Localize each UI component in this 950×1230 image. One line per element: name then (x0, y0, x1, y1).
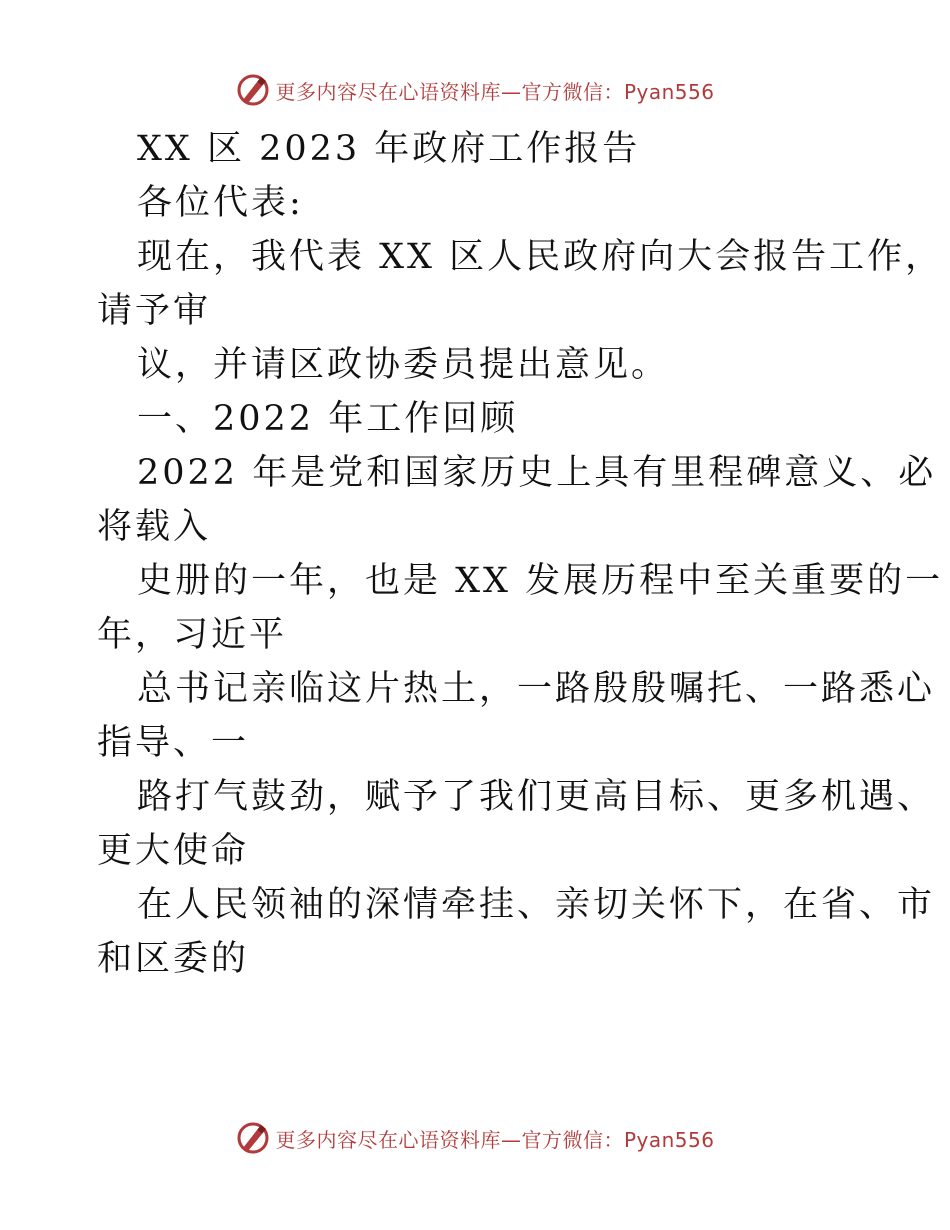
section-heading: 一、2022 年工作回顾 (137, 399, 519, 439)
text-line: 2022 年是党和国家历史上具有里程碑意义、必 (137, 453, 937, 493)
text-line: 请予审 (97, 291, 212, 331)
text-line: 指导、一 (97, 723, 250, 763)
pen-logo-icon (235, 72, 271, 108)
footer-watermark (0, 1118, 950, 1158)
salutation: 各位代表: (137, 183, 304, 223)
text-line: 史册的一年，也是 XX 发展历程中至关重要的一 (137, 561, 944, 601)
text-line: 年，习近平 (97, 615, 288, 655)
text-line: 在人民领袖的深情牵挂、亲切关怀下，在省、市 (137, 885, 936, 925)
text-line: 议，并请区政协委员提出意见。 (137, 345, 670, 385)
text-line: 现在，我代表 XX 区人民政府向大会报告工作， (137, 237, 944, 277)
document-title: XX 区 2023 年政府工作报告 (137, 129, 641, 169)
text-line: 路打气鼓劲，赋予了我们更高目标、更多机遇、 (137, 777, 936, 817)
header-watermark (0, 70, 950, 110)
pen-logo-icon (235, 1120, 271, 1156)
text-line: 将载入 (97, 507, 212, 547)
document-body (97, 122, 944, 986)
text-line: 总书记亲临这片热土，一路殷殷嘱托、一路悉心 (137, 669, 936, 709)
watermark-text: 更多内容尽在心语资料库—官方微信：Pyan556 (275, 1127, 715, 1152)
text-line: 和区委的 (97, 939, 250, 979)
text-line: 更大使命 (97, 831, 250, 871)
watermark-text: 更多内容尽在心语资料库—官方微信：Pyan556 (275, 79, 715, 104)
